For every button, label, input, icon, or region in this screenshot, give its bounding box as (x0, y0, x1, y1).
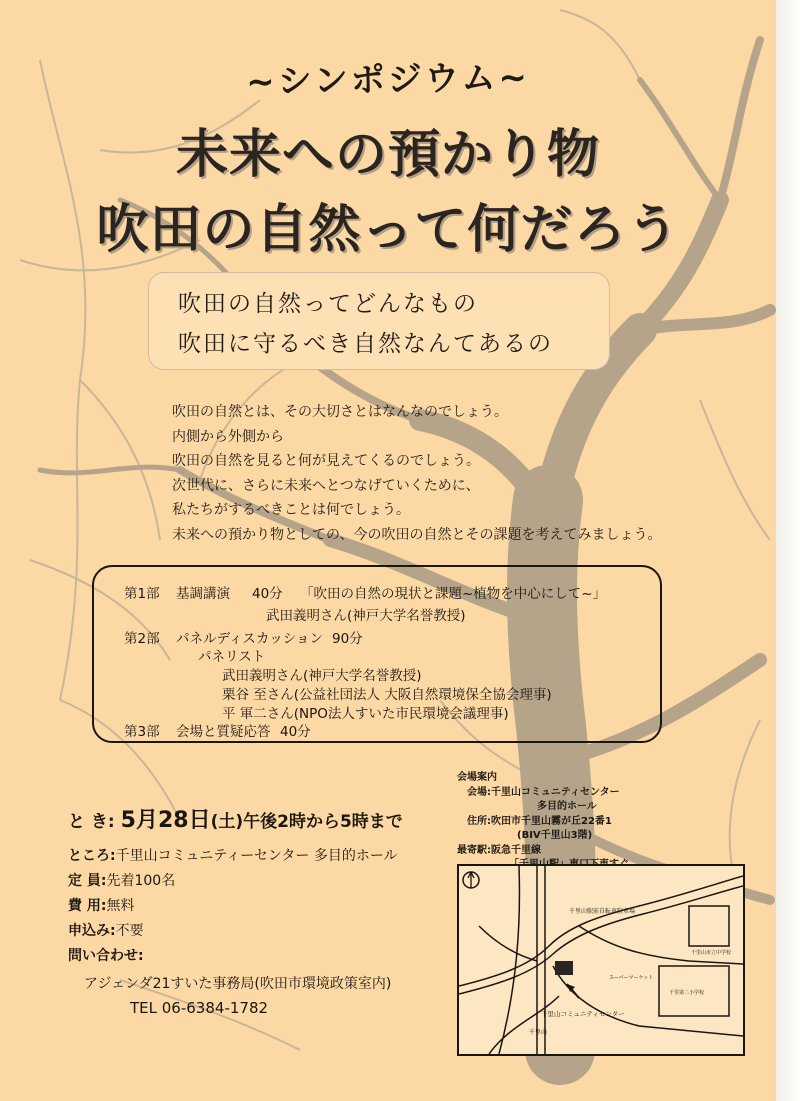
map-label-center: 千里山コミュニティセンター (541, 1010, 625, 1018)
part1-duration: 40分 (252, 586, 283, 602)
capacity-row (68, 870, 175, 890)
fee-row (68, 895, 134, 915)
event-date (68, 803, 403, 834)
map-drawing (459, 866, 743, 1054)
part3-label: 第3部 (124, 724, 160, 740)
place-label: ところ: (68, 848, 116, 864)
part3-duration: 40分 (280, 724, 311, 740)
venue-guide-line: (BIV千里山3階) (517, 830, 593, 841)
question-line: 吹田に守るべき自然なんてあるの (178, 331, 553, 357)
date-label: と き: (68, 812, 115, 832)
map-label-junior-high: 千里山市立中学校 (691, 950, 732, 956)
question-line: 吹田の自然ってどんなもの (178, 291, 478, 317)
intro-line: 吹田の自然とは、その大切さとはなんなのでしょう。 (172, 404, 508, 420)
venue-guide-line: 最寄駅:阪急千里線 (457, 844, 541, 856)
part1-topic: 「吹田の自然の現状と課題~植物を中心にして~」 (300, 586, 607, 602)
application-label: 申込み: (68, 923, 116, 939)
part2-label: 第2部 (124, 631, 160, 647)
map-label-supermarket: スーパーマーケット (609, 975, 654, 981)
intro-line: 内側から外側から (172, 428, 284, 445)
contact-org: アジェンダ21すいた事務局(吹田市環境政策室内) (84, 976, 392, 992)
map-label-parking: 千里山駅前自転車駐車場 (569, 908, 636, 915)
part1-title: 基調講演 (176, 586, 230, 602)
map-label-elementary: 千里第二小学校 (669, 990, 705, 996)
part1-label: 第1部 (124, 586, 160, 602)
paper-edge (776, 0, 800, 1101)
panelists-label: パネリスト (198, 649, 266, 665)
venue-map (457, 864, 745, 1056)
part3-title: 会場と質疑応答 (176, 724, 271, 740)
event-title-line2: 吹田の自然って何だろう (96, 200, 680, 260)
capacity-value: 先着100名 (106, 873, 176, 889)
fee-value: 無料 (106, 898, 135, 914)
panelist-item: 栗谷 至さん(公益社団法人 大阪自然環境保全協会理事) (222, 687, 552, 703)
venue-guide-line: 住所:吹田市千里山霧が丘22番1 (467, 815, 612, 827)
part2-duration: 90分 (332, 631, 363, 647)
venue-guide-line: 多目的ホール (537, 801, 597, 812)
panelist-item: 武田義明さん(神戸大学名誉教授) (222, 668, 422, 684)
application-row (68, 920, 144, 940)
intro-line: 私たちがするべきことは何でしょう。 (172, 502, 410, 518)
venue-guide-heading: 会場案内 (457, 772, 497, 783)
venue-guide-line: 会場:千里山コミュニティセンター (467, 786, 620, 798)
panelist-item: 平 軍二さん(NPO法人すいた市民環境会議理事) (222, 706, 509, 722)
contact-tel: TEL 06-6384-1782 (130, 999, 269, 1017)
date-day: 5月28日 (120, 808, 211, 833)
place-value: 千里山コミュニティーセンター 多目的ホール (115, 848, 398, 864)
intro-line: 吹田の自然を見ると何が見えてくるのでしょう。 (172, 453, 480, 469)
fee-label: 費 用: (68, 898, 107, 914)
event-subtitle: ~シンポジウム~ (245, 57, 531, 103)
part2-title: パネルディスカッション (176, 631, 324, 647)
intro-line: 未来への預かり物としての、今の吹田の自然とその課題を考えてみましょう。 (172, 526, 662, 543)
date-time: 午後2時から5時まで (243, 812, 403, 832)
venue-guide (457, 771, 629, 873)
map-label-senriyama: 千里山 (529, 1029, 548, 1036)
capacity-label: 定 員: (68, 873, 107, 889)
intro-paragraph (172, 400, 661, 547)
event-title-line1: 未来への預かり物 (175, 125, 600, 185)
date-weekday: (土) (210, 812, 244, 832)
intro-line: 次世代に、さらに未来へとつなげていくために、 (172, 477, 480, 494)
contact-label: 問い合わせ: (68, 948, 144, 964)
contact-row (68, 945, 144, 965)
application-value: 不要 (115, 923, 144, 939)
place-row (68, 845, 398, 865)
part1-speaker: 武田義明さん(神戸大学名誉教授) (266, 608, 466, 624)
